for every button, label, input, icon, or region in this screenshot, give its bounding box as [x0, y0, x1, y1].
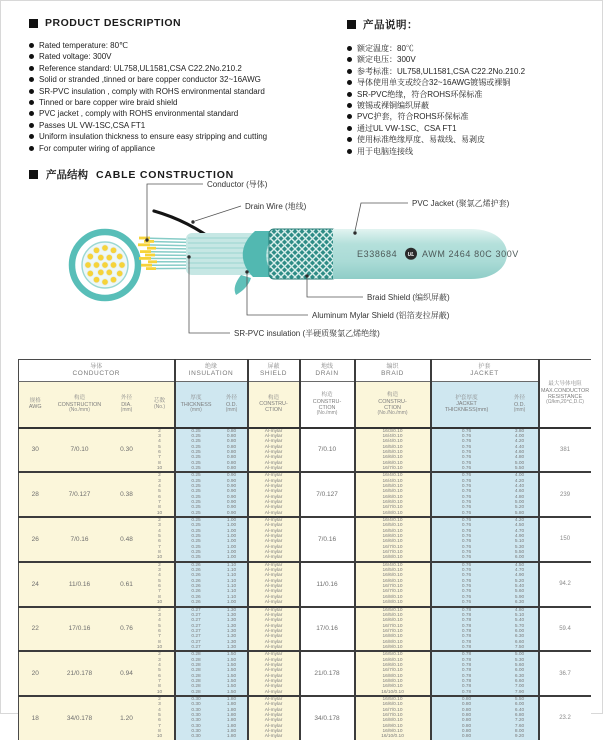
cell-jacket-thickness: 0.76 0.76 0.76 0.76 0.76 0.76 0.76 0.76 [431, 472, 502, 517]
cell-construction: 21/0.178 [52, 651, 108, 696]
cell-awg: 28 [19, 472, 52, 517]
cell-cores: 2 3 4 5 6 7 8 10 [146, 428, 175, 473]
table-row-awg-20 [19, 651, 591, 696]
bullet-icon [29, 123, 34, 128]
bullet-icon [347, 137, 352, 142]
cell-ins-thickness: 0.30 0.30 0.30 0.30 0.30 0.30 0.30 0.30 [175, 696, 217, 740]
cell-shield: Al-mylar Al-mylar Al-mylar Al-mylar Al-mylar Al-mylar Al-mylar Al-mylar [248, 651, 300, 696]
col-ins-od: 外径 O.D. (mm) [217, 382, 248, 428]
label-conductor: Conductor (导体) [207, 179, 268, 189]
col-awg: 规格 AWG [19, 382, 52, 428]
col-cores: 芯数 (No.) [146, 382, 175, 428]
bullet-icon [29, 77, 34, 82]
construction-title-cn: 产品结构 [46, 167, 88, 182]
cell-braid: 16/4/0.10 16/5/0.10 16/5/0.10 16/6/0.10 16/6/0.10 16/7/0.10 16/7/0.10 16/8/0.10 [355, 517, 431, 562]
cell-braid: 16/5/0.10 16/6/0.10 16/6/0.10 16/7/0.10 16/8/0.10 16/8/0.10 16/9/0.10 16/10/0.10 [355, 651, 431, 696]
cell-drain: 7/0.10 [300, 428, 355, 473]
cell-awg: 30 [19, 428, 52, 473]
cell-ins-od: 1.00 1.00 1.00 1.00 1.00 1.00 1.00 1.00 [217, 517, 248, 562]
cell-dia: 0.30 [108, 428, 146, 473]
product-description-cn-list [347, 43, 597, 157]
cell-cores: 2 3 4 5 6 7 8 10 [146, 651, 175, 696]
label-sr-pvc-insulation: SR-PVC insulation (半硬质聚氯乙烯绝缘) [234, 328, 380, 338]
col-braid-construction: 构造 CONSTRU- CTION (No./No./mm) [355, 382, 431, 428]
bullet-icon [347, 69, 352, 74]
cell-drain: 7/0.127 [300, 472, 355, 517]
cell-shield: Al-mylar Al-mylar Al-mylar Al-mylar Al-mylar Al-mylar Al-mylar Al-mylar [248, 428, 300, 473]
table-row-awg-28 [19, 472, 591, 517]
cell-ins-thickness: 0.26 0.26 0.26 0.26 0.26 0.26 0.26 0.26 [175, 562, 217, 607]
col-construction: 构造 CONSTRUCTION (No./mm) [52, 382, 108, 428]
cell-jacket-thickness: 0.76 0.76 0.76 0.76 0.76 0.76 0.76 0.76 [431, 517, 502, 562]
list-item: 通过UL VW-1SC、CSA FT1 [347, 123, 597, 134]
bullet-icon [29, 146, 34, 151]
table-row-awg-22 [19, 607, 591, 652]
product-description-list [29, 40, 337, 154]
list-item: 额定电压：300V [347, 54, 597, 65]
cell-jacket-od: 3.80 4.00 4.20 4.40 4.60 4.80 5.00 5.50 [502, 428, 539, 473]
table-row-awg-26 [19, 517, 591, 562]
group-jacket: 护套 JACKET [431, 360, 539, 382]
col-jacket-od: 外径 O.D. (mm) [502, 382, 539, 428]
cell-ins-thickness: 0.25 0.25 0.25 0.25 0.25 0.25 0.25 0.25 [175, 517, 217, 562]
cell-cores: 2 3 4 5 6 7 8 10 [146, 696, 175, 740]
product-description-cn-section [347, 17, 597, 157]
cell-dia: 0.61 [108, 562, 146, 607]
jacket-spec-print: AWM 2464 80C 300V [422, 249, 519, 259]
cell-ins-thickness: 0.27 0.27 0.27 0.27 0.27 0.27 0.27 0.27 [175, 607, 217, 652]
cell-drain: 11/0.16 [300, 562, 355, 607]
group-braid: 编织 BRAID [355, 360, 431, 382]
cell-cores: 2 3 4 5 6 7 8 10 [146, 472, 175, 517]
bullet-icon [347, 114, 352, 119]
table-row-awg-24 [19, 562, 591, 607]
cell-awg: 18 [19, 696, 52, 740]
col-resistance: 最大导体电阻 MAX.CONDUCTOR RESISTANCE (Ω/km,20℃,D.C) [539, 360, 591, 428]
spec-table [18, 359, 591, 740]
bullet-icon [347, 126, 352, 131]
cell-jacket-od: 5.00 5.30 5.60 6.00 6.30 6.60 7.00 7.90 [502, 651, 539, 696]
cell-shield: Al-mylar Al-mylar Al-mylar Al-mylar Al-mylar Al-mylar Al-mylar Al-mylar [248, 607, 300, 652]
bullet-icon [347, 46, 352, 51]
list-item: PVC护套，符合ROHS环保标准 [347, 111, 597, 122]
cell-drain: 7/0.16 [300, 517, 355, 562]
col-jacket-thickness: 护套厚度 JACKET THICKNESS(mm) [431, 382, 502, 428]
cell-dia: 0.76 [108, 607, 146, 652]
cable-construction-diagram [1, 179, 604, 357]
list-item: Solid or stranded ,tinned or bare copper conductor 32~16AWG [29, 74, 337, 85]
bullet-icon [347, 80, 352, 85]
bullet-icon [29, 89, 34, 94]
cell-resistance: 59.4 [539, 607, 591, 652]
cell-jacket-od: 4.20 4.50 4.70 4.90 5.10 5.30 5.50 6.00 [502, 517, 539, 562]
cell-resistance: 94.2 [539, 562, 591, 607]
cell-jacket-thickness: 0.80 0.80 0.80 0.80 0.80 0.80 0.80 0.80 [431, 696, 502, 740]
list-item: Reference standard: UL758,UL1581,CSA C22.2No.210.2 [29, 63, 337, 74]
cell-awg: 26 [19, 517, 52, 562]
group-shield: 屏蔽 SHIELD [248, 360, 300, 382]
bullet-icon [29, 111, 34, 116]
cell-jacket-thickness: 0.76 0.76 0.76 0.76 0.76 0.76 0.76 0.76 [431, 428, 502, 473]
cell-drain: 34/0.178 [300, 696, 355, 740]
col-dia: 外径 DIA. (mm) [108, 382, 146, 428]
table-row-awg-18 [19, 696, 591, 740]
col-ins-thickness: 厚度 THICKNESS (mm) [175, 382, 217, 428]
cell-cores: 2 3 4 5 6 7 8 10 [146, 517, 175, 562]
jacket-print [357, 248, 519, 260]
list-item: 导体使用单支或绞合32~16AWG镀锡或裸铜 [347, 77, 597, 88]
list-item: 镀锡或裸铜编织屏蔽 [347, 100, 597, 111]
label-drain-wire: Drain Wire (地线) [245, 201, 307, 211]
cell-awg: 20 [19, 651, 52, 696]
cell-braid: 16/4/0.10 16/5/0.10 16/6/0.10 16/6/0.10 16/7/0.10 16/7/0.10 16/8/0.10 16/8/0.10 [355, 562, 431, 607]
list-item: PVC jacket , comply with ROHS environmental standard [29, 108, 337, 119]
cell-ins-od: 1.30 1.30 1.30 1.30 1.30 1.30 1.30 1.30 [217, 607, 248, 652]
construction-title-en: CABLE CONSTRUCTION [96, 169, 234, 181]
cell-construction: 7/0.10 [52, 428, 108, 473]
label-pvc-jacket: PVC Jacket (聚氯乙烯护套) [412, 198, 510, 208]
bullet-icon [347, 103, 352, 108]
cell-dia: 0.94 [108, 651, 146, 696]
label-mylar-shield: Aluminum Mylar Shield (铝箔麦拉屏蔽) [312, 310, 450, 320]
list-item: 使用标准绝缘厚度、易裁线、易剥皮 [347, 134, 597, 145]
section-square-icon [29, 170, 38, 179]
cell-dia: 0.48 [108, 517, 146, 562]
cell-construction: 17/0.16 [52, 607, 108, 652]
cell-dia: 1.20 [108, 696, 146, 740]
cell-jacket-od: 4.00 4.20 4.40 4.60 4.80 5.00 5.20 5.80 [502, 472, 539, 517]
cell-shield: Al-mylar Al-mylar Al-mylar Al-mylar Al-mylar Al-mylar Al-mylar Al-mylar [248, 696, 300, 740]
col-shield-construction: 构造 CONSTRU- CTION [248, 382, 300, 428]
cell-construction: 7/0.16 [52, 517, 108, 562]
list-item: SR-PVC insulation , comply with ROHS environmental standard [29, 86, 337, 97]
product-description-heading [29, 17, 337, 29]
cell-cores: 2 3 4 5 6 7 8 10 [146, 562, 175, 607]
cell-ins-thickness: 0.25 0.25 0.25 0.25 0.25 0.25 0.25 0.25 [175, 472, 217, 517]
list-item: SR-PVC绝缘，符合ROHS环保标准 [347, 89, 597, 100]
ul-file-number: E338684 [357, 249, 397, 259]
cell-resistance: 239 [539, 472, 591, 517]
bullet-icon [29, 134, 34, 139]
cell-jacket-od: 5.50 6.00 6.40 6.80 7.20 7.60 8.00 9.20 [502, 696, 539, 740]
cell-cores: 2 3 4 5 6 7 8 10 [146, 607, 175, 652]
list-item: Passes UL VW-1SC,CSA FT1 [29, 120, 337, 131]
ul-logo-icon [405, 248, 417, 260]
cell-jacket-thickness: 0.78 0.78 0.78 0.78 0.78 0.78 0.78 0.78 [431, 607, 502, 652]
cell-shield: Al-mylar Al-mylar Al-mylar Al-mylar Al-mylar Al-mylar Al-mylar Al-mylar [248, 562, 300, 607]
cell-jacket-od: 4.80 5.10 5.40 5.70 6.00 6.30 6.60 7.50 [502, 607, 539, 652]
cell-ins-thickness: 0.28 0.28 0.28 0.28 0.28 0.28 0.28 0.28 [175, 651, 217, 696]
list-item: 额定温度：80℃ [347, 43, 597, 54]
cell-braid: 16/5/0.10 16/5/0.10 16/6/0.10 16/7/0.10 16/7/0.10 16/8/0.10 16/8/0.10 16/9/0.10 [355, 607, 431, 652]
section-square-icon [29, 19, 38, 28]
cell-ins-thickness: 0.25 0.25 0.25 0.25 0.25 0.25 0.25 0.25 [175, 428, 217, 473]
bullet-icon [29, 100, 34, 105]
cable-side-view [138, 211, 519, 295]
list-item: 用于电脑连接线 [347, 146, 597, 157]
list-item: Uniform insulation thickness to ensure easy stripping and cutting [29, 131, 337, 142]
bullet-icon [29, 66, 34, 71]
cable-cross-section [72, 232, 138, 298]
bullet-icon [347, 149, 352, 154]
cell-construction: 7/0.127 [52, 472, 108, 517]
cell-ins-od: 0.80 0.80 0.80 0.80 0.80 0.80 0.80 0.80 [217, 428, 248, 473]
bullet-icon [347, 92, 352, 97]
section-square-icon [347, 20, 356, 29]
list-item: 参考标准：UL758,UL1581,CSA C22.2No.210.2 [347, 66, 597, 77]
bullet-icon [347, 57, 352, 62]
cell-ins-od: 1.50 1.50 1.50 1.50 1.50 1.50 1.50 1.50 [217, 651, 248, 696]
cell-shield: Al-mylar Al-mylar Al-mylar Al-mylar Al-mylar Al-mylar Al-mylar Al-mylar [248, 517, 300, 562]
bullet-icon [29, 43, 34, 48]
table-row-awg-30 [19, 428, 591, 473]
cell-awg: 24 [19, 562, 52, 607]
cell-awg: 22 [19, 607, 52, 652]
label-braid-shield: Braid Shield (编织屏蔽) [367, 292, 450, 302]
cell-shield: Al-mylar Al-mylar Al-mylar Al-mylar Al-mylar Al-mylar Al-mylar Al-mylar [248, 472, 300, 517]
cell-ins-od: 1.10 1.10 1.10 1.10 1.10 1.10 1.10 1.00 [217, 562, 248, 607]
cell-drain: 17/0.16 [300, 607, 355, 652]
cell-resistance: 150 [539, 517, 591, 562]
cell-construction: 34/0.178 [52, 696, 108, 740]
col-drain-construction: 构造 CONSTRU- CTION (No./mm) [300, 382, 355, 428]
cell-ins-od: 1.80 1.80 1.80 1.80 1.80 1.80 1.80 1.80 [217, 696, 248, 740]
list-item: For computer wiring of appliance [29, 143, 337, 154]
cell-dia: 0.38 [108, 472, 146, 517]
cell-resistance: 23.2 [539, 696, 591, 740]
list-item: Rated temperature: 80℃ [29, 40, 337, 51]
product-description-cn-title: 产品说明： [363, 17, 418, 32]
braid-layer [269, 229, 337, 279]
cell-braid: 16/3/0.10 16/4/0.10 16/4/0.10 16/5/0.10 16/5/0.10 16/6/0.10 16/6/0.10 16/7/0.10 [355, 428, 431, 473]
product-description-section [29, 17, 337, 154]
cell-jacket-thickness: 0.76 0.76 0.76 0.76 0.76 0.76 0.76 0.76 [431, 562, 502, 607]
cell-braid: 16/5/0.10 16/6/0.10 16/7/0.10 16/7/0.10 16/8/0.10 16/9/0.10 16/9/0.10 16/10/0.10 [355, 696, 431, 740]
group-insulation: 绝缘 INSULATION [175, 360, 248, 382]
group-drain: 地线 DRAIN [300, 360, 355, 382]
svg-text:UL: UL [408, 252, 415, 258]
cell-jacket-thickness: 0.78 0.78 0.78 0.78 0.78 0.78 0.78 0.78 [431, 651, 502, 696]
cell-construction: 11/0.16 [52, 562, 108, 607]
cell-ins-od: 0.90 0.90 0.90 0.90 0.90 0.90 0.90 0.90 [217, 472, 248, 517]
cell-braid: 16/4/0.10 16/4/0.10 16/5/0.10 16/5/0.10 16/6/0.10 16/6/0.10 16/7/0.10 16/8/0.10 [355, 472, 431, 517]
cell-resistance: 381 [539, 428, 591, 473]
cell-jacket-od: 4.50 4.70 4.90 5.20 5.40 5.60 5.90 6.30 [502, 562, 539, 607]
product-description-cn-heading [347, 17, 597, 32]
product-description-title: PRODUCT DESCRIPTION [45, 17, 181, 29]
list-item: Tinned or bare copper wire braid shield [29, 97, 337, 108]
cell-resistance: 36.7 [539, 651, 591, 696]
group-conductor: 导体 CONDUCTOR [19, 360, 175, 382]
cell-drain: 21/0.178 [300, 651, 355, 696]
bullet-icon [29, 54, 34, 59]
list-item: Rated voltage: 300V [29, 51, 337, 62]
